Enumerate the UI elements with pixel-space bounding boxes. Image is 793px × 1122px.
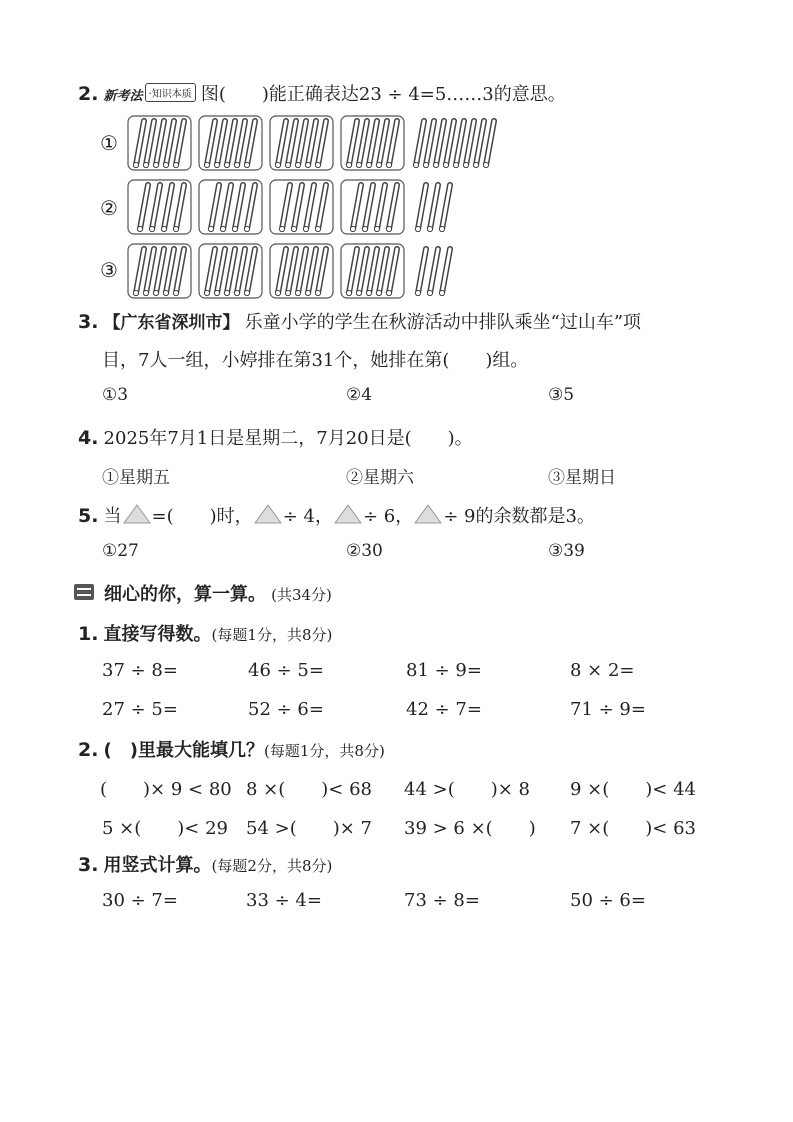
question-number: 2. xyxy=(78,739,99,761)
option-c[interactable]: ③5 xyxy=(548,385,575,405)
option-2-bundles xyxy=(128,180,450,234)
option-1-label: ① xyxy=(100,131,118,155)
option-c[interactable]: ③39 xyxy=(548,541,585,561)
question-title: ( )里最大能填几？ xyxy=(103,740,264,761)
inequality-item: 5 ×( )< 29 xyxy=(102,818,229,839)
question-number: 5. xyxy=(78,505,99,527)
region-tag: 【广东省深圳市】 xyxy=(103,313,240,333)
calc-item: 50 ÷ 6= xyxy=(570,890,646,911)
section-points: (共34分) xyxy=(271,586,332,604)
option-3-bundles xyxy=(128,244,450,298)
subquestion-3 xyxy=(78,851,332,877)
question-text: 图( )能正确表达23 ÷ 4=5……3的意思。 xyxy=(200,84,566,105)
option-3-label: ③ xyxy=(100,258,118,282)
triangle-icon xyxy=(122,503,152,525)
inequality-item: 9 ×( )< 44 xyxy=(570,779,697,800)
option-c[interactable]: ③星期日 xyxy=(548,468,616,488)
option-b[interactable]: ②星期六 xyxy=(346,468,414,488)
calc-item: 71 ÷ 9= xyxy=(570,699,646,720)
question-points: (每题1分，共8分) xyxy=(264,742,385,760)
option-a[interactable]: ①3 xyxy=(102,385,129,405)
text-part: ÷ 4， xyxy=(282,506,333,527)
option-a[interactable]: ①27 xyxy=(102,541,139,561)
question-4 xyxy=(78,424,473,450)
calc-item: 42 ÷ 7= xyxy=(406,699,482,720)
calc-item: 27 ÷ 5= xyxy=(102,699,178,720)
calc-item: 52 ÷ 6= xyxy=(248,699,324,720)
question-points: (每题1分，共8分) xyxy=(211,626,333,644)
question-text-line2: 目，7人一组，小婷排在第31个，她排在第( )组。 xyxy=(102,350,529,371)
calc-item: 73 ÷ 8= xyxy=(404,890,480,911)
subquestion-2 xyxy=(78,736,385,762)
question-title: 直接写得数。 xyxy=(103,624,212,645)
option-2-label: ② xyxy=(100,196,118,220)
inequality-item: 39 > 6 ×( ) xyxy=(404,818,536,839)
text-part: ÷ 6， xyxy=(362,506,414,527)
text-part: 当 xyxy=(103,506,122,527)
question-number: 1. xyxy=(78,623,99,645)
question-2-header xyxy=(78,80,566,106)
calc-item: 37 ÷ 8= xyxy=(102,660,178,681)
sticks-figure xyxy=(120,110,520,305)
topic-badge: ·知识本质 xyxy=(145,83,196,102)
question-title: 用竖式计算。 xyxy=(103,855,212,876)
calc-item: 30 ÷ 7= xyxy=(102,890,178,911)
triangle-icon xyxy=(253,503,283,525)
section-icon xyxy=(74,584,94,600)
inequality-item: 8 ×( )< 68 xyxy=(246,779,373,800)
inequality-item: 54 >( )× 7 xyxy=(246,818,373,839)
question-number: 3. xyxy=(78,854,99,876)
question-5 xyxy=(78,502,595,528)
question-text-line1: 乐童小学的学生在秋游活动中排队乘坐“过山车”项 xyxy=(244,312,642,333)
section-title: 细心的你，算一算。 xyxy=(104,584,266,605)
section-header xyxy=(104,580,332,606)
question-text: 2025年7月1日是星期二，7月20日是( )。 xyxy=(103,428,473,449)
question-number: 2. xyxy=(78,83,99,105)
option-b[interactable]: ②4 xyxy=(346,385,373,405)
calc-item: 46 ÷ 5= xyxy=(248,660,324,681)
text-part: =( )时， xyxy=(151,506,253,527)
inequality-item: 44 >( )× 8 xyxy=(404,779,531,800)
option-1-bundles xyxy=(128,116,494,170)
subquestion-1 xyxy=(78,620,332,646)
option-b[interactable]: ②30 xyxy=(346,541,383,561)
calc-item: 8 × 2= xyxy=(570,660,635,681)
question-3 xyxy=(78,308,641,334)
question-points: (每题2分，共8分) xyxy=(211,857,333,875)
option-a[interactable]: ①星期五 xyxy=(102,468,170,488)
inequality-item: 7 ×( )< 63 xyxy=(570,818,697,839)
inequality-item: ( )× 9 < 80 xyxy=(100,779,232,800)
text-part: ÷ 9的余数都是3。 xyxy=(443,506,595,527)
calc-item: 81 ÷ 9= xyxy=(406,660,482,681)
calc-item: 33 ÷ 4= xyxy=(246,890,322,911)
triangle-icon xyxy=(413,503,443,525)
new-method-badge: 新考法 xyxy=(103,89,143,104)
question-number: 3. xyxy=(78,311,99,333)
triangle-icon xyxy=(333,503,363,525)
question-number: 4. xyxy=(78,427,99,449)
